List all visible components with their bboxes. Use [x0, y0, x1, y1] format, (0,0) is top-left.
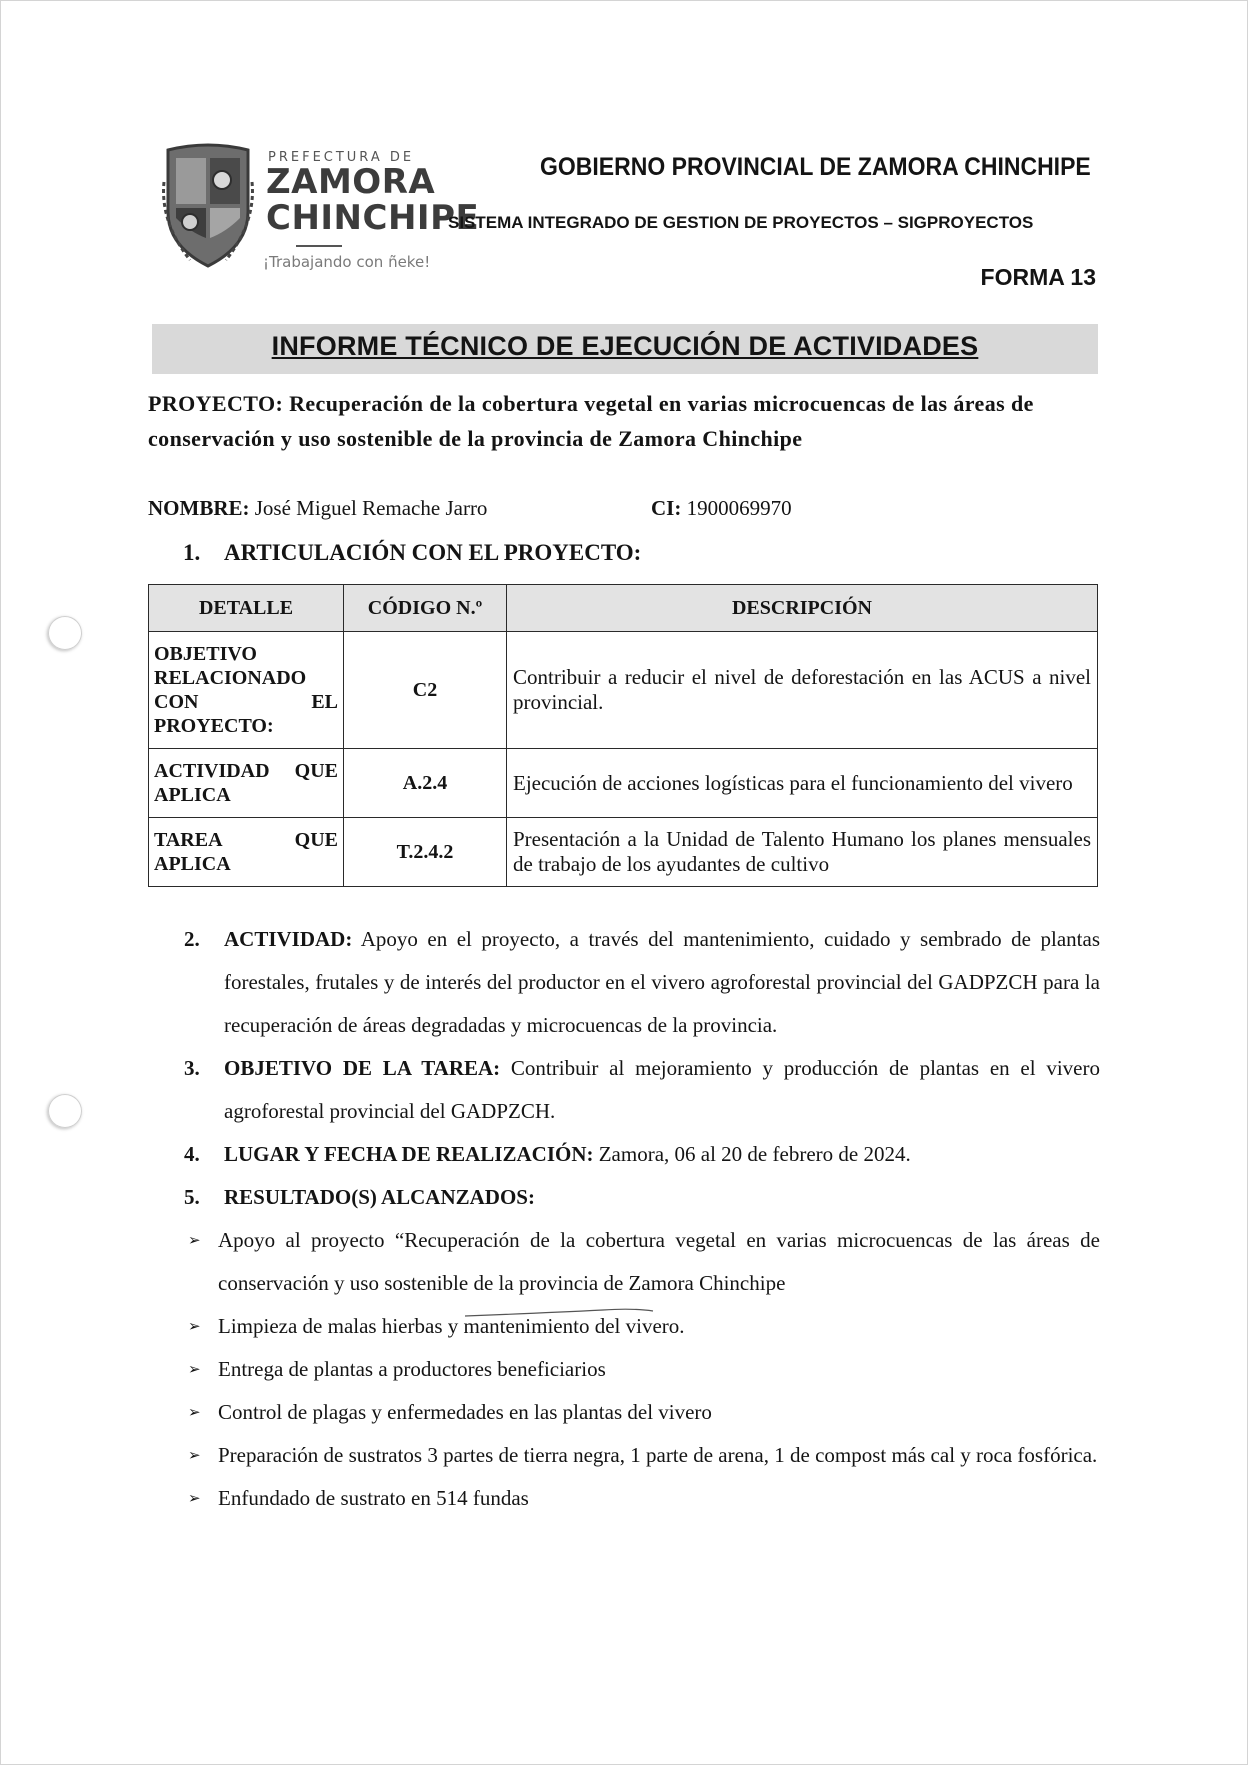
list-item	[148, 1434, 1100, 1477]
row-detail: TAREA QUE APLICA	[149, 818, 344, 887]
report-sections	[148, 918, 1100, 1520]
header-description: DESCRIPCIÓN	[507, 585, 1098, 632]
result-text: Limpieza de malas hierbas y mantenimiento del vivero.	[218, 1314, 685, 1338]
logo-name-line2: CHINCHIPE	[266, 198, 480, 238]
row-detail: ACTIVIDAD QUE APLICA	[149, 749, 344, 818]
section-item	[148, 1133, 1100, 1176]
section-item	[148, 1047, 1100, 1133]
logo-divider	[296, 245, 342, 247]
section-item	[148, 1176, 1100, 1219]
row-code: T.2.4.2	[344, 818, 507, 887]
project-text: Recuperación de la cobertura vegetal en varias microcuencas de las áreas de conservación y uso sostenible de la provincia de Zamora Chinchipe	[148, 391, 1034, 451]
section-1-number: 1.	[183, 540, 201, 565]
articulation-table	[148, 584, 1098, 887]
system-subtitle: SISTEMA INTEGRADO DE GESTION DE PROYECTOS – SIGPROYECTOS	[448, 213, 1034, 232]
arrow-bullet-icon: ➢	[188, 1446, 201, 1464]
table-row	[149, 818, 1098, 887]
result-text: Control de plagas y enfermedades en las plantas del vivero	[218, 1400, 712, 1424]
report-title: INFORME TÉCNICO DE EJECUCIÓN DE ACTIVIDADES	[271, 331, 979, 361]
row-code: A.2.4	[344, 749, 507, 818]
row-description: Contribuir a reducir el nivel de deforestación en las ACUS a nivel provincial.	[507, 632, 1098, 749]
name-value: José Miguel Remache Jarro	[254, 496, 488, 520]
section-text: Zamora, 06 al 20 de febrero de 2024.	[598, 1142, 911, 1166]
punch-hole-top	[48, 616, 82, 650]
section-label: LUGAR Y FECHA DE REALIZACIÓN:	[224, 1142, 594, 1166]
list-item	[148, 1219, 1100, 1305]
table-header-row	[149, 585, 1098, 632]
section-1-title: ARTICULACIÓN CON EL PROYECTO:	[224, 540, 642, 565]
results-list	[148, 1219, 1100, 1520]
prefecture-shield-logo	[160, 142, 256, 272]
row-description: Presentación a la Unidad de Talento Humano los planes mensuales de trabajo de los ayudantes de cultivo	[507, 818, 1098, 887]
logo-name-line1: ZAMORA	[266, 162, 436, 202]
punch-hole-bottom	[48, 1094, 82, 1128]
name-label: NOMBRE:	[148, 496, 250, 520]
section-text: Apoyo en el proyecto, a través del mantenimiento, cuidado y sembrado de plantas forestales, frutales y de interés del productor en el vivero agroforestal provincial del GADPZCH para la recuperación de áreas degradadas y microcuencas de la provincia.	[224, 927, 1100, 1037]
project-label: PROYECTO:	[148, 391, 284, 416]
arrow-bullet-icon: ➢	[188, 1231, 201, 1249]
table-row	[149, 632, 1098, 749]
section-label: ACTIVIDAD:	[224, 927, 353, 951]
ci-line	[651, 496, 792, 521]
section-label: RESULTADO(S) ALCANZADOS:	[224, 1185, 535, 1209]
pen-underline-mark	[463, 1307, 663, 1319]
logo-slogan: ¡Trabajando con ñeke!	[263, 253, 431, 271]
government-title: GOBIERNO PROVINCIAL DE ZAMORA CHINCHIPE	[540, 153, 1091, 181]
arrow-bullet-icon: ➢	[188, 1360, 201, 1378]
section-number: 2.	[184, 927, 200, 951]
name-line	[148, 496, 487, 521]
list-item	[148, 1391, 1100, 1434]
ci-value: 1900069970	[686, 496, 792, 520]
list-item	[148, 1477, 1100, 1520]
header-detail: DETALLE	[149, 585, 344, 632]
result-text: Preparación de sustratos 3 partes de tierra negra, 1 parte de arena, 1 de compost más cal y roca fosfórica.	[218, 1443, 1098, 1467]
section-label: OBJETIVO DE LA TAREA:	[224, 1056, 501, 1080]
header-code: CÓDIGO N.º	[344, 585, 507, 632]
result-text: Enfundado de sustrato en 514 fundas	[218, 1486, 529, 1510]
section-text: Contribuir al mejoramiento y producción de plantas en el vivero agroforestal provincial del GADPZCH.	[224, 1056, 1100, 1123]
arrow-bullet-icon: ➢	[188, 1403, 201, 1421]
result-text: Apoyo al proyecto “Recuperación de la cobertura vegetal en varias microcuencas de las áreas de conservación y uso sostenible de la provincia de Zamora Chinchipe	[218, 1228, 1100, 1295]
section-number: 3.	[184, 1056, 200, 1080]
report-title-band	[152, 324, 1098, 374]
table-row	[149, 749, 1098, 818]
form-number: FORMA 13	[980, 264, 1096, 290]
row-detail: OBJETIVO RELACIONADO CON EL PROYECTO:	[149, 632, 344, 749]
section-number: 5.	[184, 1185, 200, 1209]
result-text: Entrega de plantas a productores beneficiarios	[218, 1357, 606, 1381]
logo-prefix: PREFECTURA DE	[268, 150, 415, 165]
list-item	[148, 1348, 1100, 1391]
arrow-bullet-icon: ➢	[188, 1489, 201, 1507]
project-paragraph	[148, 386, 1100, 456]
row-code: C2	[344, 632, 507, 749]
row-description: Ejecución de acciones logísticas para el funcionamiento del vivero	[507, 749, 1098, 818]
section-number: 4.	[184, 1142, 200, 1166]
section-item	[148, 918, 1100, 1047]
arrow-bullet-icon: ➢	[188, 1317, 201, 1335]
ci-label: CI:	[651, 496, 682, 520]
section-1-heading	[183, 540, 641, 566]
